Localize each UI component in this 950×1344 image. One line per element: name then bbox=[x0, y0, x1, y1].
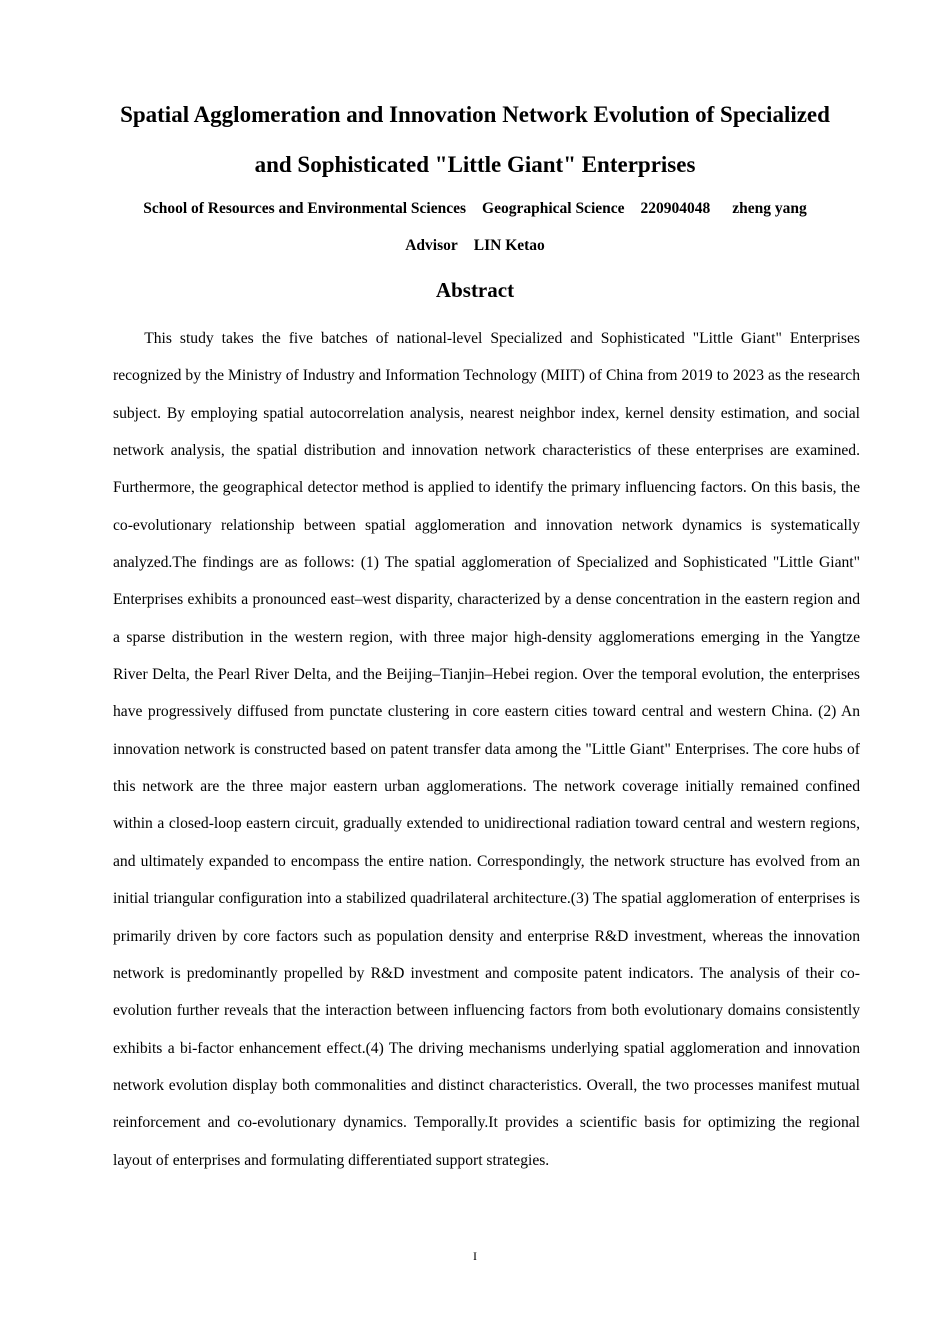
author-name: zheng yang bbox=[732, 200, 807, 217]
advisor-label: Advisor bbox=[405, 237, 458, 254]
school-name: School of Resources and Environmental Sciences bbox=[143, 200, 467, 217]
paper-title-line-2: and Sophisticated "Little Giant" Enterprises bbox=[254, 152, 696, 177]
advisor-line bbox=[60, 237, 890, 255]
student-id: 220904048 bbox=[640, 200, 711, 217]
abstract-body: This study takes the five batches of national-level Specialized and Sophisticated "Little Giant" Enterprises recognized by the Ministry of Industry and Information Technology (MIIT) of China from 2019 to 2023 as the research subject. By employing spatial autocorrelation analysis, nearest neighbor index, kernel density estimation, and social network analysis, the spatial distribution and innovation network characteristics of these enterprises are examined. Furthermore, the geographical detector method is applied to identify the primary influencing factors. On this basis, the co-evolutionary relationship between spatial agglomeration and innovation network dynamics is systematically analyzed.The findings are as follows: (1) The spatial agglomeration of Specialized and Sophisticated "Little Giant" Enterprises exhibits a pronounced east–west disparity, characterized by a dense concentration in the eastern region and a sparse distribution in the western region, with three major high-density agglomerations emerging in the Yangtze River Delta, the Pearl River Delta, and the Beijing–Tianjin–Hebei region. Over the temporal evolution, the enterprises have progressively diffused from punctate clustering in core eastern cities toward central and western China. (2) An innovation network is constructed based on patent transfer data among the "Little Giant" Enterprises. The core hubs of this network are the three major eastern urban agglomerations. The network coverage initially remained confined within a closed-loop eastern circuit, gradually extended to unidirectional radiation toward central and western regions, and ultimately expanded to encompass the entire nation. Correspondingly, the network structure has evolved from an initial triangular configuration into a stabilized quadrilateral architecture.(3) The spatial agglomeration of enterprises is primarily driven by core factors such as population density and enterprise R&D investment, whereas the innovation network is predominantly propelled by R&D investment and composite patent indicators. The analysis of their co-evolution further reveals that the interaction between influencing factors from both evolutionary domains consistently exhibits a bi-factor enhancement effect.(4) The driving mechanisms underlying spatial agglomeration and innovation network evolution display both commonalities and distinct characteristics. Overall, the two processes manifest mutual reinforcement and co-evolutionary dynamics. Temporally.It provides a scientific basis for optimizing the regional layout of enterprises and formulating differentiated support strategies. bbox=[113, 330, 860, 1169]
page-number: I bbox=[473, 1249, 477, 1263]
author-info-line bbox=[60, 200, 890, 218]
abstract-heading: Abstract bbox=[435, 278, 515, 302]
paper-title-line-1: Spatial Agglomeration and Innovation Network Evolution of Specialized bbox=[120, 102, 830, 127]
advisor-name: LIN Ketao bbox=[473, 237, 545, 254]
major-name: Geographical Science bbox=[482, 200, 625, 217]
